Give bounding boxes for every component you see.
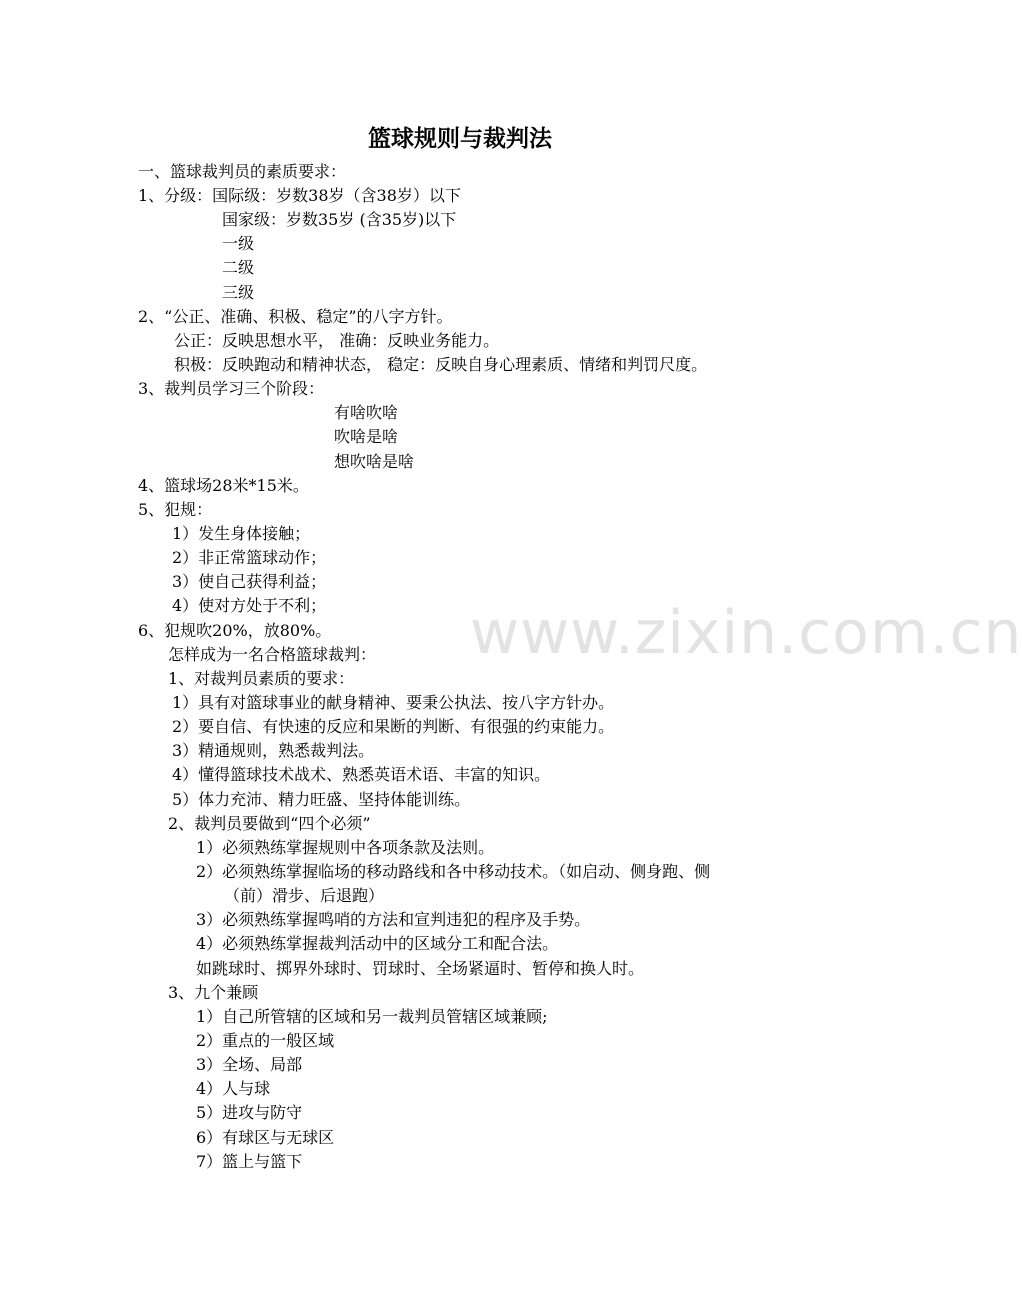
- consideration-item-7: 7）篮上与篮下: [196, 1152, 303, 1171]
- item-grading: 1、分级：国际级：岁数38岁（含38岁）以下: [138, 186, 461, 205]
- item-foul-ratio: 6、犯规吹20%，放80%。: [138, 621, 332, 640]
- consideration-item-1: 1）自己所管辖的区域和另一裁判员管辖区域兼顾;: [196, 1007, 548, 1026]
- must-item-2: 2）必须熟练掌握临场的移动路线和各中移动技术。（如启动、侧身跑、侧: [196, 862, 711, 881]
- subheading-qualified: 怎样成为一名合格篮球裁判：: [168, 645, 377, 664]
- foul-item-2: 2）非正常篮球动作；: [172, 548, 327, 567]
- item-fouls: 5、犯规：: [138, 500, 213, 519]
- document-title: 篮球规则与裁判法: [368, 126, 552, 152]
- must-item-3: 3）必须熟练掌握鸣哨的方法和宣判违犯的程序及手势。: [196, 910, 591, 929]
- sub-item-four-musts: 2、裁判员要做到“四个必须”: [168, 814, 371, 833]
- consideration-item-4: 4）人与球: [196, 1079, 271, 1098]
- quality-item-3: 3）精通规则，熟悉裁判法。: [172, 741, 375, 760]
- stage-2: 吹啥是啥: [334, 427, 399, 446]
- consideration-item-3: 3）全场、局部: [196, 1055, 303, 1074]
- foul-item-4: 4）使对方处于不利；: [172, 596, 327, 615]
- item-learning-stages: 3、裁判员学习三个阶段：: [138, 379, 325, 398]
- stage-1: 有啥吹啥: [334, 403, 399, 422]
- quality-item-5: 5）体力充沛、精力旺盛、坚持体能训练。: [172, 790, 471, 809]
- quality-item-1: 1）具有对篮球事业的献身精神、要秉公执法、按八字方针办。: [172, 693, 615, 712]
- sub-item-quality: 1、对裁判员素质的要求：: [168, 669, 355, 688]
- grade-level-1: 一级: [222, 234, 255, 253]
- principle-active-stable: 积极：反映跑动和精神状态， 稳定：反映自身心理素质、情绪和判罚尺度。: [174, 355, 708, 374]
- consideration-item-2: 2）重点的一般区域: [196, 1031, 335, 1050]
- stage-3: 想吹啥是啥: [334, 452, 415, 471]
- quality-item-2: 2）要自信、有快速的反应和果断的判断、有很强的约束能力。: [172, 717, 615, 736]
- quality-item-4: 4）懂得篮球技术战术、熟悉英语术语、丰富的知识。: [172, 765, 551, 784]
- item-principles: 2、“公正、准确、积极、稳定”的八字方针。: [138, 307, 453, 326]
- watermark: www.zixin.com.cn: [470, 598, 1022, 668]
- must-item-4-example: 如跳球时、掷界外球时、罚球时、全场紧逼时、暂停和换人时。: [196, 959, 645, 978]
- sub-item-nine-considerations: 3、九个兼顾: [168, 983, 259, 1002]
- consideration-item-5: 5）进攻与防守: [196, 1103, 303, 1122]
- grade-level-3: 三级: [222, 283, 255, 302]
- foul-item-1: 1）发生身体接触；: [172, 524, 311, 543]
- item-court-size: 4、篮球场28米*15米。: [138, 476, 309, 495]
- must-item-1: 1）必须熟练掌握规则中各项条款及法则。: [196, 838, 495, 857]
- foul-item-3: 3）使自己获得利益；: [172, 572, 327, 591]
- must-item-4: 4）必须熟练掌握裁判活动中的区域分工和配合法。: [196, 934, 559, 953]
- must-item-2-continued: （前）滑步、后退跑）: [224, 886, 385, 905]
- consideration-item-6: 6）有球区与无球区: [196, 1128, 335, 1147]
- grade-level-2: 二级: [222, 258, 255, 277]
- principle-fair-accurate: 公正：反映思想水平， 准确：反映业务能力。: [174, 331, 500, 350]
- section-heading: 一、篮球裁判员的素质要求：: [138, 162, 347, 181]
- grade-national: 国家级：岁数35岁 (含35岁)以下: [222, 210, 457, 229]
